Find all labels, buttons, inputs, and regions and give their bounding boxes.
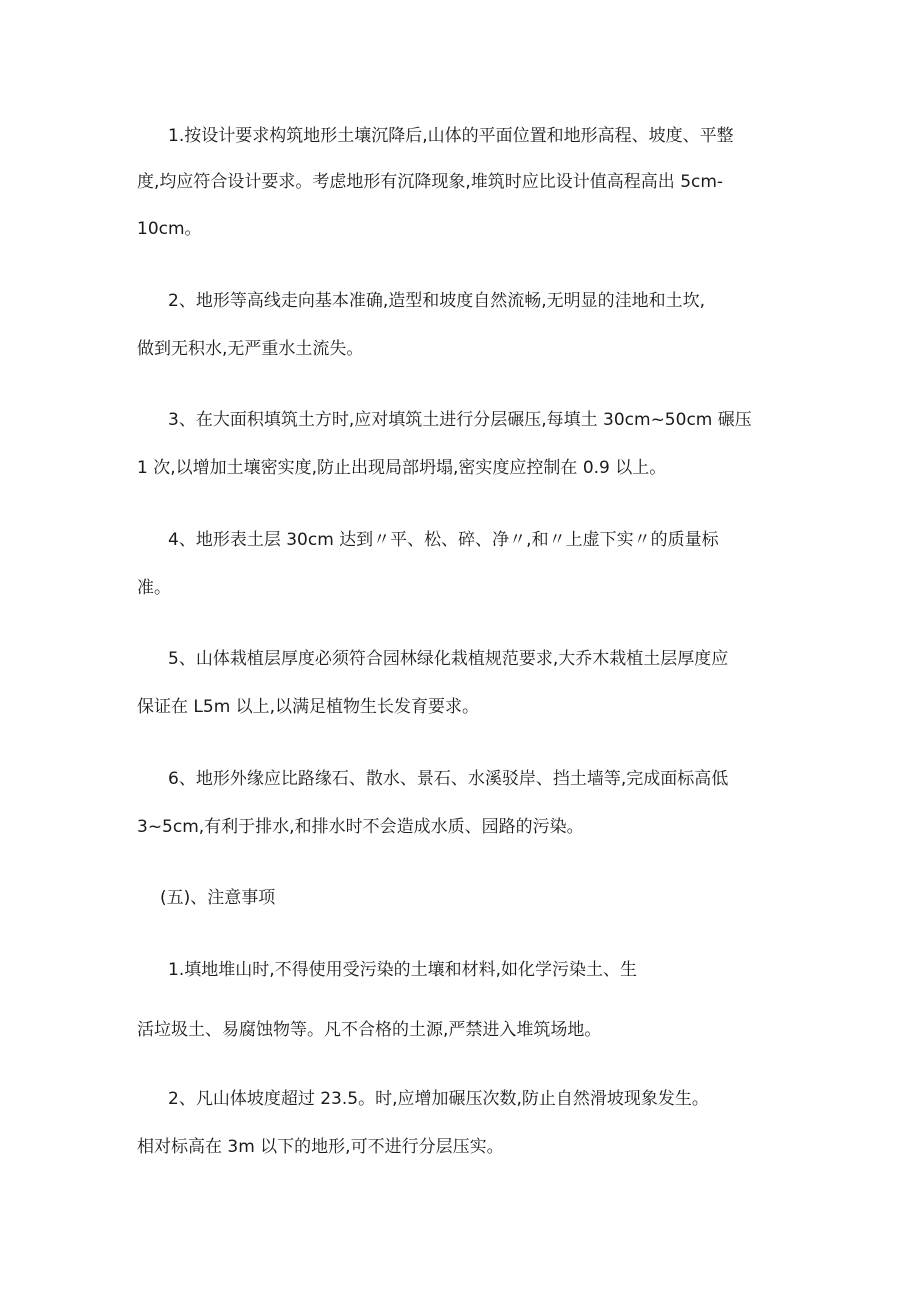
paragraph-3-line-1: 3、在大面积填筑土方时,应对填筑土进行分层碾压,每填土 30cm~50cm 碾压 [168,410,752,430]
note-1-line-2: 活垃圾土、易腐蚀物等。凡不合格的土源,严禁进入堆筑场地。 [137,1020,602,1040]
paragraph-1-line-3: 10cm。 [137,219,202,239]
paragraph-1-line-2: 度,均应符合设计要求。考虑地形有沉降现象,堆筑时应比设计值高程高出 5cm- [137,172,724,192]
note-1-line-1: 1.填地堆山时,不得使用受污染的土壤和材料,如化学污染土、生 [168,960,638,980]
paragraph-3-line-2: 1 次,以增加土壤密实度,防止出现局部坍塌,密实度应控制在 0.9 以上。 [137,458,667,478]
paragraph-4-line-2: 准。 [137,578,171,598]
paragraph-6-line-1: 6、地形外缘应比路缘石、散水、景石、水溪驳岸、挡土墙等,完成面标高低 [168,769,729,789]
paragraph-6-line-2: 3~5cm,有利于排水,和排水时不会造成水质、园路的污染。 [137,817,584,837]
note-2-line-2: 相对标高在 3m 以下的地形,可不进行分层压实。 [137,1137,504,1157]
paragraph-1-line-1: 1.按设计要求构筑地形土壤沉降后,山体的平面位置和地形高程、坡度、平整 [168,126,734,146]
paragraph-5-line-2: 保证在 L5m 以上,以满足植物生长发育要求。 [137,697,480,717]
paragraph-2-line-2: 做到无积水,无严重水土流失。 [137,339,364,359]
note-2-line-1: 2、凡山体坡度超过 23.5。时,应增加碾压次数,防止自然滑坡现象发生。 [168,1089,709,1109]
section-heading: (五)、注意事项 [160,888,276,908]
paragraph-2-line-1: 2、地形等高线走向基本准确,造型和坡度自然流畅,无明显的洼地和土坎, [168,291,706,311]
paragraph-4-line-1: 4、地形表土层 30cm 达到〃平、松、碎、净〃,和〃上虚下实〃的质量标 [168,530,719,550]
paragraph-5-line-1: 5、山体栽植层厚度必须符合园林绿化栽植规范要求,大乔木栽植土层厚度应 [168,649,729,669]
